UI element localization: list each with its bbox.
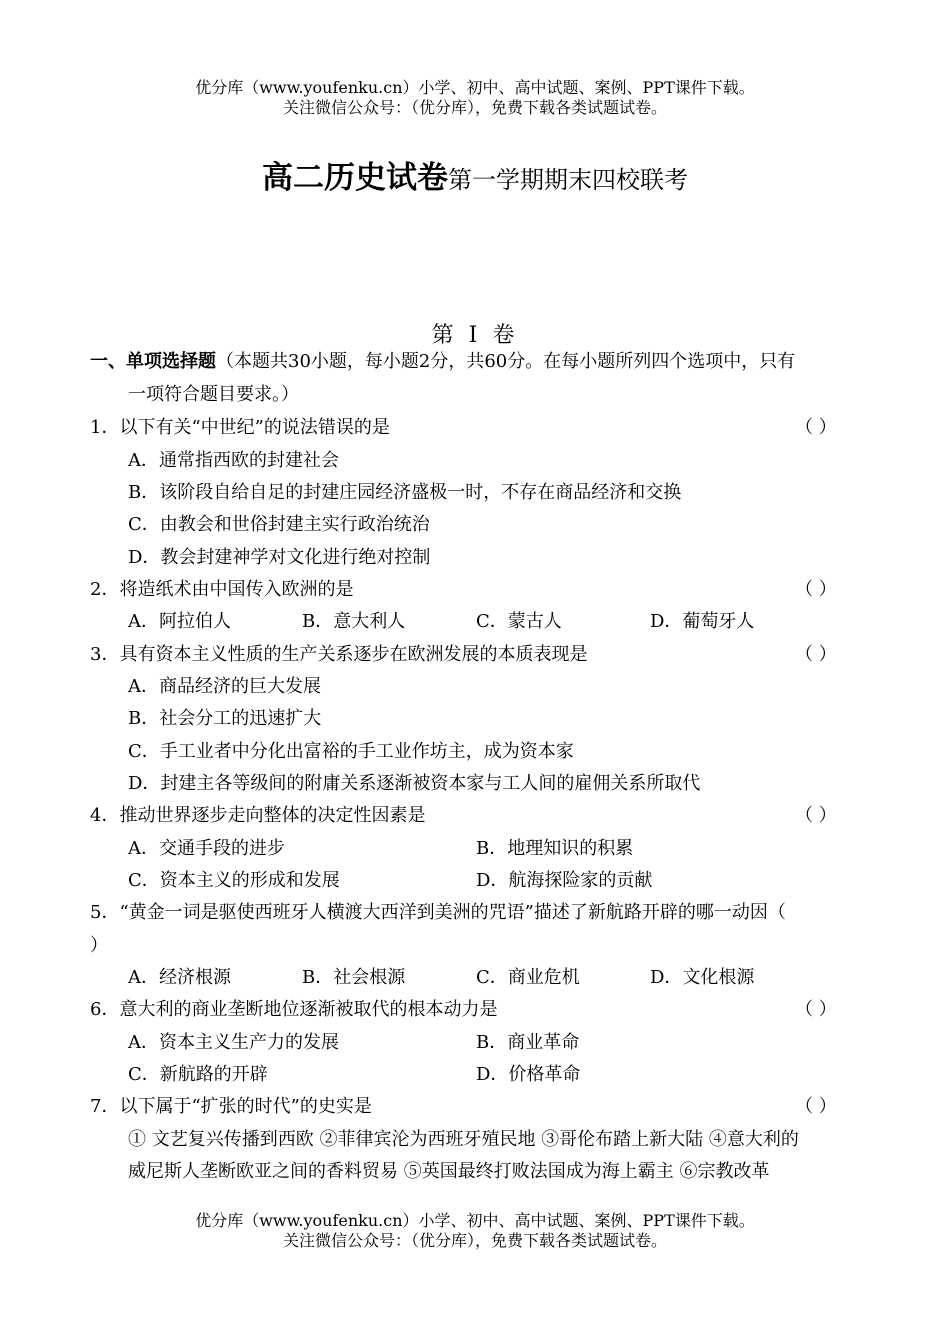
question-6-option-c: C．新航路的开辟 [128,1064,268,1085]
question-3-option-b: B．社会分工的迅速扩大 [128,708,322,729]
question-1-answer-paren: （ ） [795,417,837,438]
question-1-option-a: A．通常指西欧的封建社会 [128,450,339,471]
header-line-1: 优分库（www.youfenku.cn）小学、初中、高中试题、案例、PPT课件下载。 [195,78,755,97]
question-5-option-c: C．商业危机 [476,967,580,988]
question-6-option-d: D．价格革命 [476,1064,581,1085]
question-2-option-a: A．阿拉伯人 [128,611,231,632]
question-3-option-a: A．商品经济的巨大发展 [128,676,321,697]
footer-banner [0,1211,950,1251]
question-7-stem: 7．以下属于“扩张的时代”的史实是 [90,1096,372,1117]
question-7-items-line-1: ① 文艺复兴传播到西欧 ②菲律宾沦为西班牙殖民地 ③哥伦布踏上新大陆 ④意大利的 [128,1129,799,1150]
question-1-option-b: B．该阶段自给自足的封建庄园经济盛极一时，不存在商品经济和交换 [128,482,682,503]
question-5-stem: 5．“黄金一词是驱使西班牙人横渡大西洋到美洲的咒语”描述了新航路开辟的哪一动因（ [90,902,786,923]
section-desc-cont: 一项符合题目要求。） [128,384,299,405]
section-desc: （本题共30小题，每小题2分，共60分。在每小题所列四个选项中，只有 [216,351,796,372]
question-6-option-b: B．商业革命 [476,1032,580,1053]
question-3-answer-paren: （ ） [795,644,837,665]
question-7-items-line-2: 威尼斯人垄断欧亚之间的香料贸易 ⑤英国最终打败法国成为海上霸主 ⑥宗教改革 [128,1161,770,1182]
question-2-option-b: B．意大利人 [302,611,406,632]
question-2-option-d: D．葡萄牙人 [650,611,755,632]
volume-heading: 第 I 卷 [431,323,519,348]
footer-line-1: 优分库（www.youfenku.cn）小学、初中、高中试题、案例、PPT课件下载。 [195,1211,755,1230]
header-line-2: 关注微信公众号：（优分库），免费下载各类试题试卷。 [282,98,667,117]
question-2-stem: 2．将造纸术由中国传入欧洲的是 [90,579,354,600]
question-6-option-a: A．资本主义生产力的发展 [128,1032,339,1053]
footer-line-2: 关注微信公众号：（优分库），免费下载各类试题试卷。 [282,1231,667,1250]
header-banner [0,78,950,118]
question-1-stem: 1．以下有关“中世纪”的说法错误的是 [90,417,390,438]
question-4-option-b: B．地理知识的积累 [476,838,634,859]
title-sub: 第一学期期末四校联考 [448,166,688,194]
question-4-option-a: A．交通手段的进步 [128,838,285,859]
question-7-answer-paren: （ ） [795,1096,837,1117]
question-3-stem: 3．具有资本主义性质的生产关系逐步在欧洲发展的本质表现是 [90,644,588,665]
question-1-option-d: D．教会封建神学对文化进行绝对控制 [128,547,431,568]
question-1-option-c: C．由教会和世俗封建主实行政治统治 [128,514,430,535]
question-5-option-a: A．经济根源 [128,967,231,988]
question-5-stem-cont: ） [90,935,108,956]
question-5-option-b: B．社会根源 [302,967,406,988]
question-6-answer-paren: （ ） [795,999,837,1020]
question-2-option-c: C．蒙古人 [476,611,562,632]
question-4-option-d: D．航海探险家的贡献 [476,870,653,891]
question-4-option-c: C．资本主义的形成和发展 [128,870,340,891]
section-label: 一、单项选择题 [90,351,216,372]
question-6-stem: 6．意大利的商业垄断地位逐渐被取代的根本动力是 [90,999,498,1020]
section-heading [90,349,795,375]
question-2-answer-paren: （ ） [795,579,837,600]
title-main: 高二历史试卷 [262,160,448,196]
question-4-answer-paren: （ ） [795,805,837,826]
question-3-option-c: C．手工业者中分化出富裕的手工业作坊主，成为资本家 [128,741,574,762]
page-title [0,152,950,197]
question-5-option-d: D．文化根源 [650,967,755,988]
question-3-option-d: D．封建主各等级间的附庸关系逐渐被资本家与工人间的雇佣关系所取代 [128,773,701,794]
question-4-stem: 4．推动世界逐步走向整体的决定性因素是 [90,805,426,826]
